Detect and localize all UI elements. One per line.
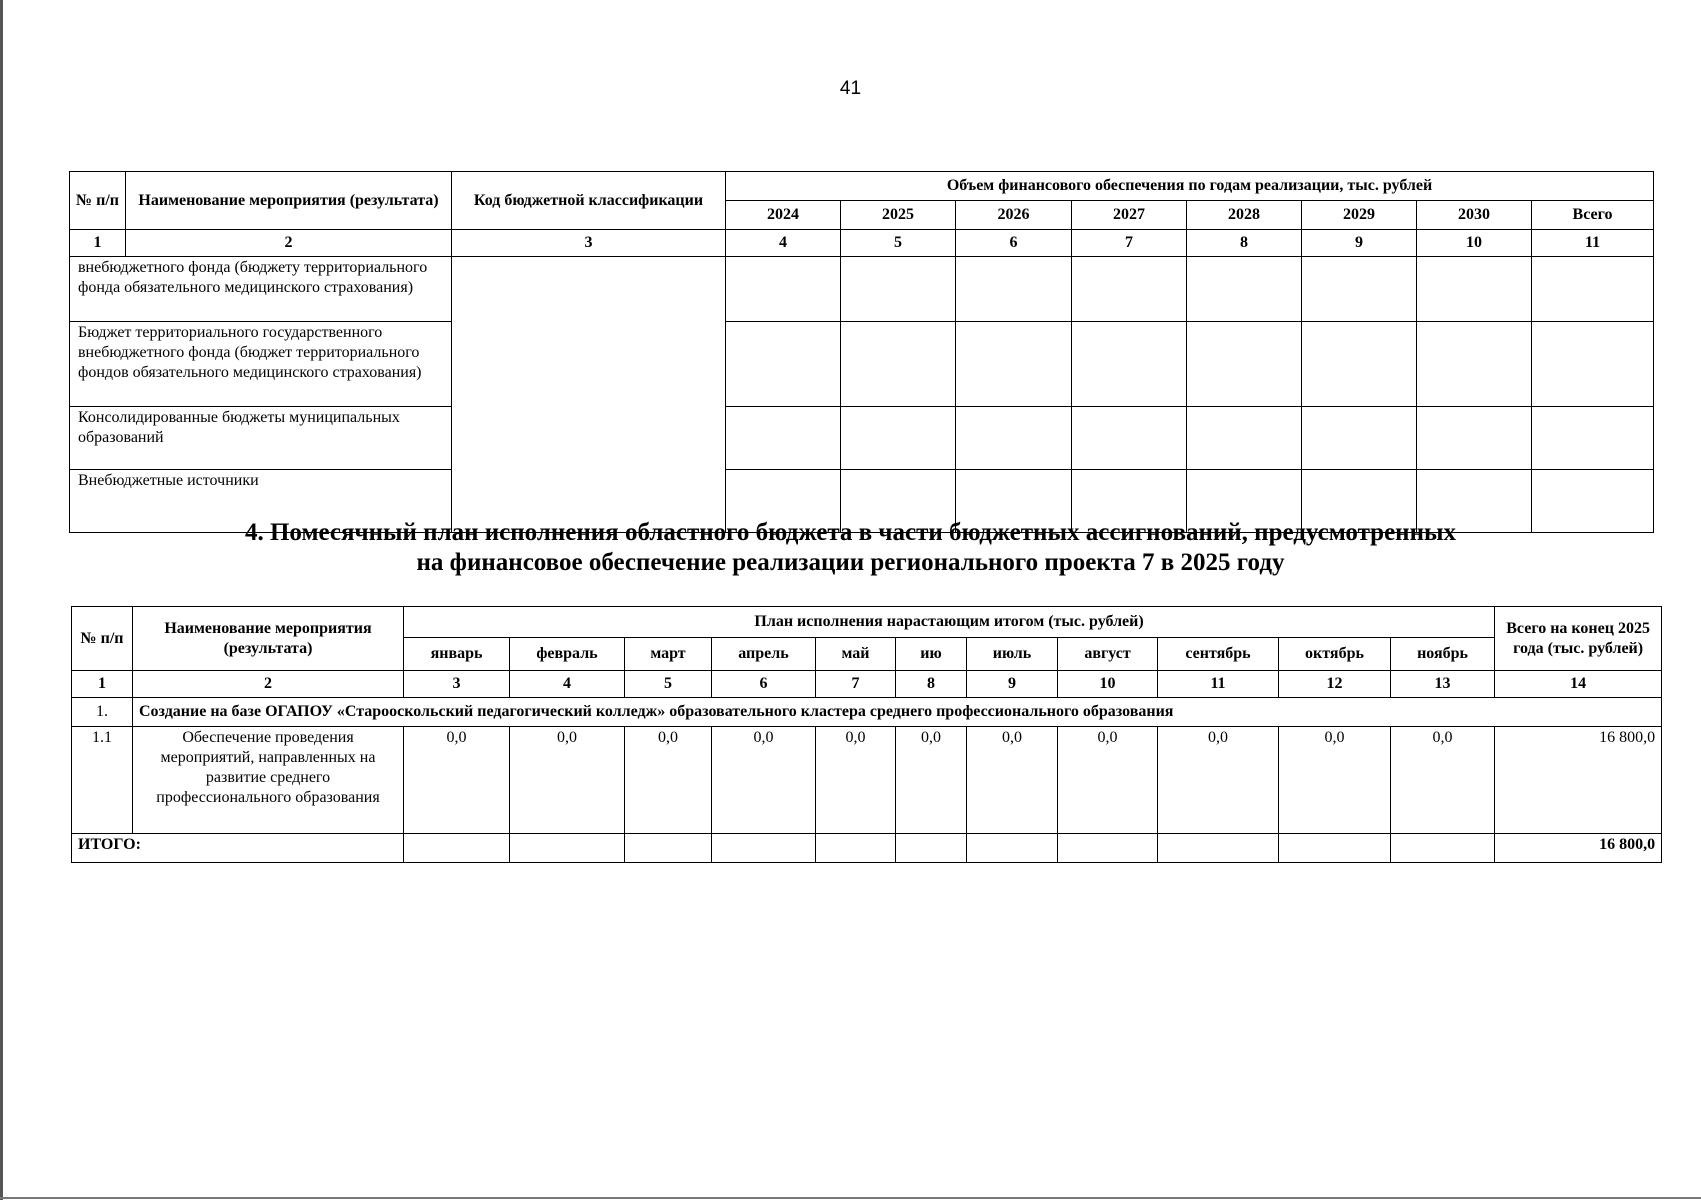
column-number: 11 — [1158, 671, 1279, 698]
header-month: август — [1058, 638, 1158, 671]
month-value: 0,0 — [1058, 727, 1158, 834]
column-number: 4 — [726, 230, 841, 257]
month-value: 0,0 — [896, 727, 967, 834]
column-number: 1 — [70, 230, 126, 257]
header-month: ноябрь — [1391, 638, 1495, 671]
grand-total: 16 800,0 — [1495, 834, 1662, 863]
column-number: 12 — [1279, 671, 1391, 698]
month-value: 0,0 — [625, 727, 712, 834]
column-number: 3 — [452, 230, 726, 257]
table-row-label: внебюджетного фонда (бюджету территориального фонда обязательного медицинского страхования) — [70, 257, 452, 322]
column-number: 4 — [510, 671, 625, 698]
financing-table — [69, 171, 1654, 533]
header-plan: План исполнения нарастающим итогом (тыс. рублей) — [404, 607, 1495, 638]
column-number: 5 — [625, 671, 712, 698]
header-year: 2026 — [956, 201, 1072, 230]
column-number: 6 — [956, 230, 1072, 257]
header-no: № п/п — [70, 172, 126, 230]
table-row-label: Внебюджетные источники — [70, 470, 452, 533]
total-row — [72, 834, 1662, 863]
header-month: апрель — [712, 638, 816, 671]
month-value: 0,0 — [1279, 727, 1391, 834]
column-number: 2 — [133, 671, 404, 698]
total-label: ИТОГО: — [72, 834, 404, 863]
section-title-line: 4. Помесячный план исполнения областного бюджета в части бюджетных ассигнований, предусмотренных — [244, 519, 1456, 546]
scan-edge-bottom — [0, 1197, 1701, 1199]
column-number: 11 — [1532, 230, 1654, 257]
page-number: 41 — [839, 78, 862, 99]
header-month: январь — [404, 638, 510, 671]
header-code: Код бюджетной классификации — [452, 172, 726, 230]
table-row — [72, 727, 1662, 834]
header-month: июль — [967, 638, 1058, 671]
header-month: май — [816, 638, 896, 671]
header-month: март — [625, 638, 712, 671]
month-value: 0,0 — [816, 727, 896, 834]
section-row-no: 1. — [72, 698, 133, 727]
column-number: 10 — [1417, 230, 1532, 257]
header-year: 2025 — [841, 201, 956, 230]
month-value: 0,0 — [1158, 727, 1279, 834]
column-number: 9 — [967, 671, 1058, 698]
column-number: 10 — [1058, 671, 1158, 698]
header-month: ию — [896, 638, 967, 671]
column-number: 2 — [126, 230, 452, 257]
header-volume: Объем финансового обеспечения по годам реализации, тыс. рублей — [726, 172, 1654, 201]
row-no: 1.1 — [72, 727, 133, 834]
section-title — [0, 518, 1701, 578]
header-year: 2027 — [1072, 201, 1187, 230]
column-number: 9 — [1302, 230, 1417, 257]
month-value: 0,0 — [1391, 727, 1495, 834]
section-row-label: Создание на базе ОГАПОУ «Старооскольский педагогический колледж» образовательного кластера среднего профессионального образования — [133, 698, 1662, 727]
column-number: 1 — [72, 671, 133, 698]
budget-code-cell — [452, 257, 726, 533]
header-year: 2024 — [726, 201, 841, 230]
header-total: Всего на конец 2025 года (тыс. рублей) — [1495, 607, 1662, 671]
column-number: 8 — [1187, 230, 1302, 257]
section-title-line: на финансовое обеспечение реализации регионального проекта 7 в 2025 году — [416, 549, 1285, 576]
row-total: 16 800,0 — [1495, 727, 1662, 834]
header-month: сентябрь — [1158, 638, 1279, 671]
header-year: 2030 — [1417, 201, 1532, 230]
table-row-label: Консолидированные бюджеты муниципальных образований — [70, 407, 452, 470]
column-number: 7 — [816, 671, 896, 698]
column-number: 14 — [1495, 671, 1662, 698]
month-value: 0,0 — [510, 727, 625, 834]
header-month: февраль — [510, 638, 625, 671]
table-row-label: Бюджет территориального государственного внебюджетного фонда (бюджет территориального фондов обязательного медицинского страхования) — [70, 322, 452, 407]
column-number: 7 — [1072, 230, 1187, 257]
header-year: 2029 — [1302, 201, 1417, 230]
column-number: 8 — [896, 671, 967, 698]
month-value: 0,0 — [967, 727, 1058, 834]
month-value: 0,0 — [404, 727, 510, 834]
header-name: Наименование мероприятия (результата) — [126, 172, 452, 230]
scan-edge-left — [0, 0, 3, 1200]
column-number: 3 — [404, 671, 510, 698]
header-total: Всего — [1532, 201, 1654, 230]
header-no: № п/п — [72, 607, 133, 671]
header-name: Наименование мероприятия (результата) — [133, 607, 404, 671]
header-month: октябрь — [1279, 638, 1391, 671]
column-number: 13 — [1391, 671, 1495, 698]
column-number: 5 — [841, 230, 956, 257]
monthly-plan-table — [71, 606, 1662, 863]
header-year: 2028 — [1187, 201, 1302, 230]
row-label: Обеспечение проведения мероприятий, направленных на развитие среднего профессионального образования — [133, 727, 404, 834]
column-number: 6 — [712, 671, 816, 698]
month-value: 0,0 — [712, 727, 816, 834]
